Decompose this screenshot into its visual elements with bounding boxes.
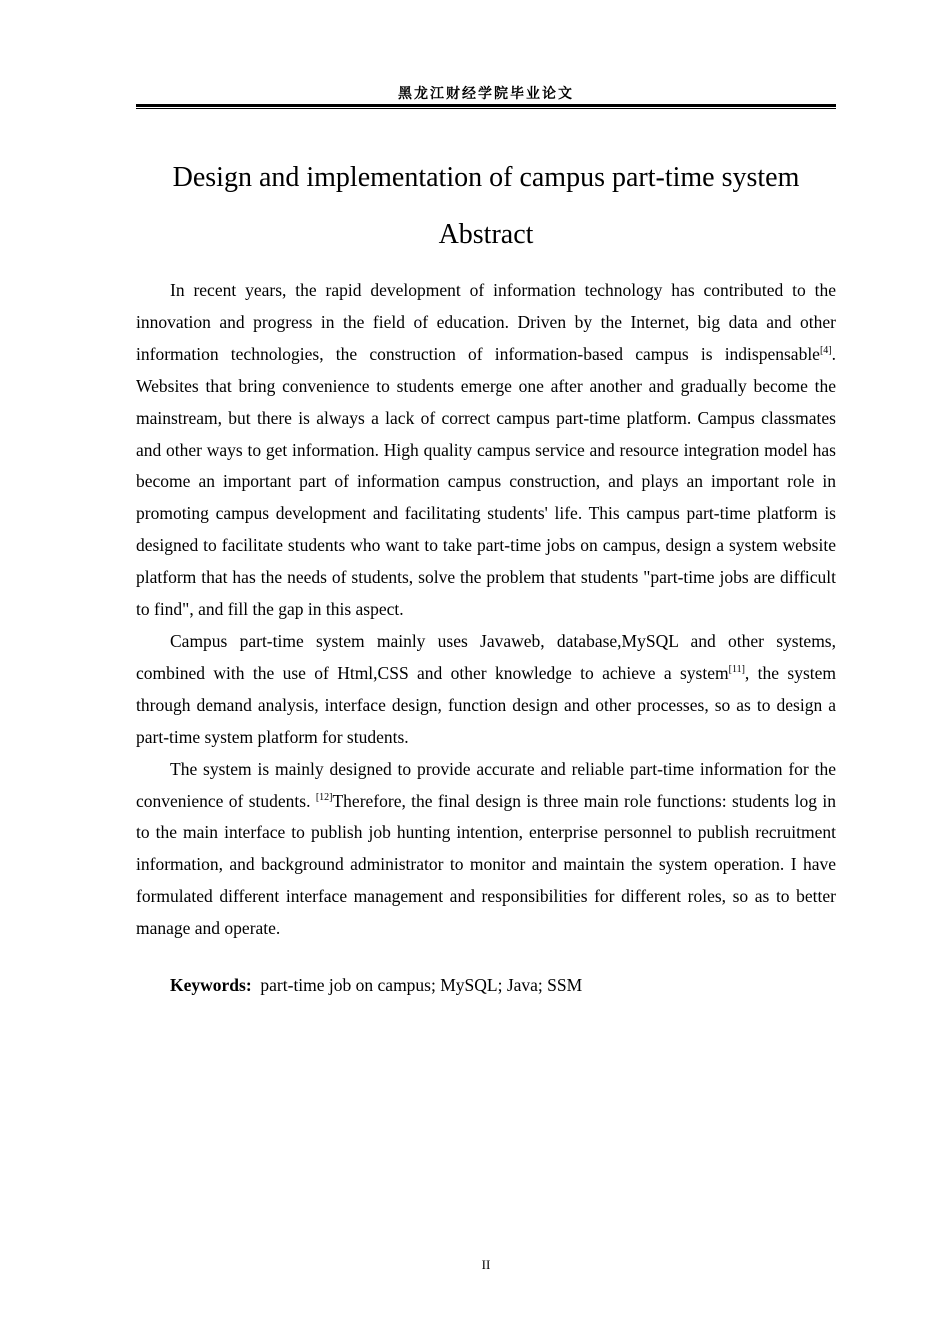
keywords-value: part-time job on campus; MySQL; Java; SSM bbox=[260, 975, 583, 995]
citation-ref: [4] bbox=[819, 344, 832, 356]
abstract-body bbox=[136, 275, 836, 945]
abstract-paragraph-3 bbox=[136, 754, 836, 945]
abstract-paragraph-2 bbox=[136, 626, 836, 754]
paragraph-text: In recent years, the rapid development of information technology has contributed to the innovation and progress in the field of education. Driven by the Internet, big data and other information technologies, the construction of information-based campus is indispensable bbox=[136, 280, 836, 364]
citation-ref: [11] bbox=[728, 663, 745, 675]
keywords-line bbox=[170, 969, 836, 1001]
paragraph-text: The system is mainly designed to provide accurate and reliable part-time information for the convenience of students. bbox=[136, 758, 836, 811]
running-header: 黑龙江财经学院毕业论文 bbox=[398, 86, 574, 102]
paragraph-text: . Websites that bring convenience to students emerge one after another and gradually become the mainstream, but there is always a lack of correct campus part-time platform. Campus classmates and other ways to get information. High quality campus service and resource integration model has become an important part of information campus construction, and plays an important role in promoting campus development and facilitating students' life. This campus part-time platform is designed to facilitate students who want to take part-time jobs on campus, design a system website platform that has the needs of students, solve the problem that students "part-time jobs are difficult to find", and fill the gap in this aspect. bbox=[136, 343, 836, 620]
abstract-paragraph-1 bbox=[136, 275, 836, 626]
citation-ref: [12] bbox=[315, 791, 333, 803]
paragraph-text: Campus part-time system mainly uses Javaweb, database,MySQL and other systems, combined with the use of Html,CSS and other knowledge to achieve a system bbox=[136, 630, 836, 683]
page-number: II bbox=[481, 1257, 491, 1272]
paragraph-text: Therefore, the final design is three main role functions: students log in to the main interface to publish job hunting intention, enterprise personnel to publish recruitment information, and background administrator to monitor and maintain the system operation. I have formulated different interface management and responsibilities for different roles, so as to better manage and operate. bbox=[136, 790, 836, 939]
paragraph-text: , the system through demand analysis, interface design, function design and other processes, so as to design a part-time system platform for students. bbox=[136, 662, 837, 747]
keywords-label: Keywords: bbox=[170, 975, 252, 995]
abstract-heading: Abstract bbox=[438, 219, 534, 250]
header-rule-thick bbox=[136, 104, 836, 107]
page-title: Design and implementation of campus part-time system bbox=[172, 162, 800, 193]
header-rule-thin bbox=[136, 108, 836, 109]
